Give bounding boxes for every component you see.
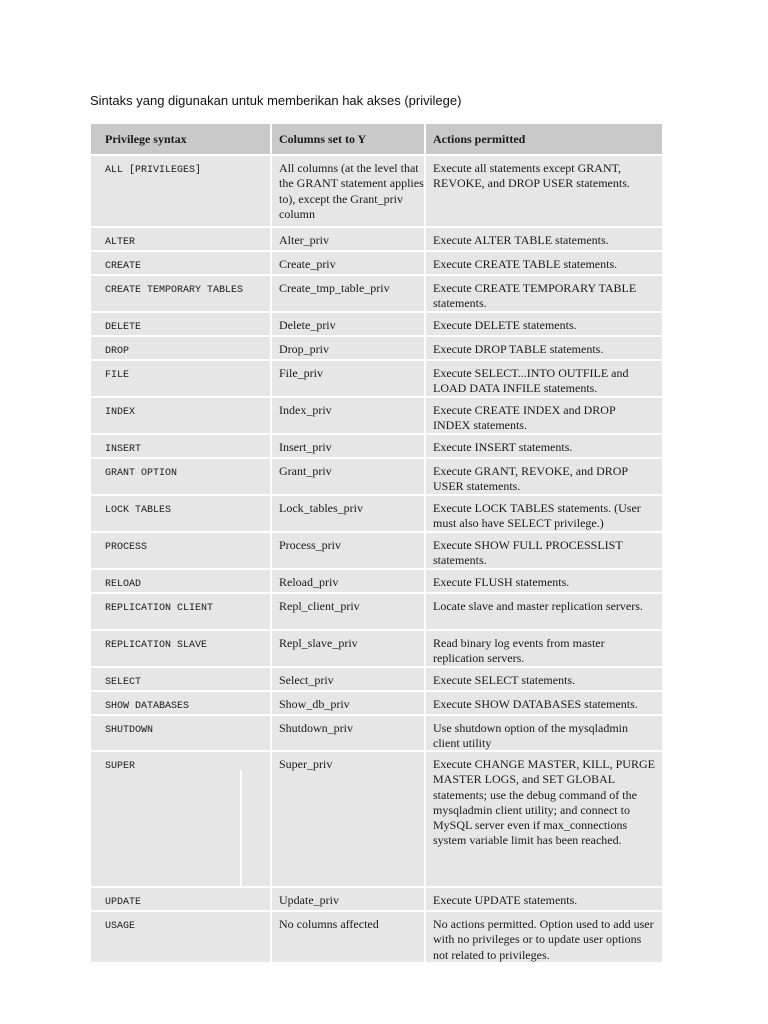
actions-cell: Execute all statements except GRANT, REVOKE, and DROP USER statements.: [433, 161, 630, 191]
table-row: [91, 668, 662, 690]
actions-cell: Execute SHOW FULL PROCESSLIST statements.: [433, 538, 623, 568]
actions-cell: Execute FLUSH statements.: [433, 575, 570, 589]
columns-cell: Alter_priv: [279, 233, 329, 247]
table-row: [91, 594, 662, 629]
privilege-table: [91, 124, 662, 962]
table-row: [91, 888, 662, 910]
intro-text: Sintaks yang digunakan untuk memberikan hak akses (privilege): [90, 93, 462, 108]
actions-cell: Execute CREATE TABLE statements.: [433, 257, 618, 271]
privilege-cell: SHOW DATABASES: [105, 701, 190, 712]
columns-cell: Insert_priv: [279, 440, 332, 454]
table-row: [91, 752, 662, 886]
columns-cell: Show_db_priv: [279, 697, 350, 711]
columns-cell: Process_priv: [279, 538, 341, 552]
privilege-cell: LOCK TABLES: [105, 505, 172, 516]
actions-cell: Execute SELECT statements.: [433, 673, 576, 687]
actions-cell: Execute CREATE INDEX and DROP INDEX statements.: [433, 403, 616, 433]
table-row: [91, 570, 662, 592]
actions-cell: Use shutdown option of the mysqladmin client utility: [433, 721, 628, 751]
column-divider: [424, 124, 426, 962]
privilege-cell: SELECT: [105, 677, 142, 688]
actions-cell: Execute SELECT...INTO OUTFILE and LOAD DATA INFILE statements.: [433, 366, 629, 396]
columns-cell: Update_priv: [279, 893, 339, 907]
columns-cell: Reload_priv: [279, 575, 339, 589]
columns-cell: Select_priv: [279, 673, 334, 687]
actions-cell: Execute INSERT statements.: [433, 440, 573, 454]
header-actions-permitted: Actions permitted: [433, 132, 526, 146]
privilege-cell: CREATE: [105, 261, 142, 272]
table-row: [91, 692, 662, 714]
columns-cell: Create_priv: [279, 257, 336, 271]
privilege-cell: SHUTDOWN: [105, 725, 154, 736]
privilege-cell: FILE: [105, 370, 130, 381]
privilege-cell: CREATE TEMPORARY TABLES: [105, 285, 244, 296]
privilege-cell: PROCESS: [105, 542, 148, 553]
actions-cell: Execute CREATE TEMPORARY TABLE statements.: [433, 281, 637, 311]
actions-cell: Read binary log events from master replication servers.: [433, 636, 605, 666]
columns-cell: All columns (at the level that the GRANT statement applies to), except the Grant_priv column: [279, 161, 424, 221]
table-row: [91, 156, 662, 226]
columns-cell: Lock_tables_priv: [279, 501, 363, 515]
table-row: [91, 337, 662, 359]
columns-cell: File_priv: [279, 366, 323, 380]
actions-cell: Execute LOCK TABLES statements. (User must also have SELECT privilege.): [433, 501, 641, 531]
privilege-cell: ALL [PRIVILEGES]: [105, 165, 202, 176]
table-row: [91, 276, 662, 311]
columns-cell: Shutdown_priv: [279, 721, 354, 735]
columns-cell: Delete_priv: [279, 318, 336, 332]
privilege-cell: GRANT OPTION: [105, 468, 178, 479]
table-row: [91, 435, 662, 457]
column-divider: [240, 770, 242, 886]
privilege-cell: USAGE: [105, 921, 136, 932]
columns-cell: Repl_slave_priv: [279, 636, 358, 650]
columns-cell: Create_tmp_table_priv: [279, 281, 390, 295]
privilege-cell: ALTER: [105, 237, 136, 248]
table-row: [91, 252, 662, 274]
privilege-cell: REPLICATION CLIENT: [105, 603, 214, 614]
actions-cell: Execute SHOW DATABASES statements.: [433, 697, 638, 711]
privilege-cell: INSERT: [105, 444, 142, 455]
table-row: [91, 631, 662, 666]
table-row: [91, 912, 662, 962]
actions-cell: Execute UPDATE statements.: [433, 893, 578, 907]
actions-cell: Execute CHANGE MASTER, KILL, PURGE MASTER LOGS, and SET GLOBAL statements; use the debug command of the mysqladmin client utility; and connect to MySQL server even if max_connections system variable limit has been reached.: [433, 757, 655, 848]
actions-cell: No actions permitted. Option used to add user with no privileges or to update user options not related to privileges.: [433, 917, 654, 962]
columns-cell: Super_priv: [279, 757, 333, 771]
table-row: [91, 361, 662, 396]
privilege-cell: REPLICATION SLAVE: [105, 640, 208, 651]
privilege-cell: INDEX: [105, 407, 136, 418]
actions-cell: Execute DROP TABLE statements.: [433, 342, 604, 356]
columns-cell: Repl_client_priv: [279, 599, 360, 613]
actions-cell: Execute GRANT, REVOKE, and DROP USER statements.: [433, 464, 628, 494]
table-row: [91, 459, 662, 494]
table-row: [91, 313, 662, 335]
actions-cell: Execute DELETE statements.: [433, 318, 577, 332]
header-privilege-syntax: Privilege syntax: [105, 132, 187, 146]
table-row: [91, 496, 662, 531]
privilege-cell: SUPER: [105, 761, 136, 772]
header-columns-set: Columns set to Y: [279, 132, 367, 146]
columns-cell: Drop_priv: [279, 342, 329, 356]
column-divider: [270, 124, 272, 962]
table-row: [91, 398, 662, 433]
privilege-cell: DELETE: [105, 322, 142, 333]
actions-cell: Execute ALTER TABLE statements.: [433, 233, 609, 247]
privilege-cell: DROP: [105, 346, 130, 357]
table-row: [91, 228, 662, 250]
table-header: [91, 124, 662, 154]
table-row: [91, 533, 662, 568]
columns-cell: No columns affected: [279, 917, 379, 931]
columns-cell: Grant_priv: [279, 464, 332, 478]
table-row: [91, 716, 662, 750]
privilege-cell: RELOAD: [105, 579, 142, 590]
privilege-cell: UPDATE: [105, 897, 142, 908]
actions-cell: Locate slave and master replication servers.: [433, 599, 643, 613]
columns-cell: Index_priv: [279, 403, 332, 417]
